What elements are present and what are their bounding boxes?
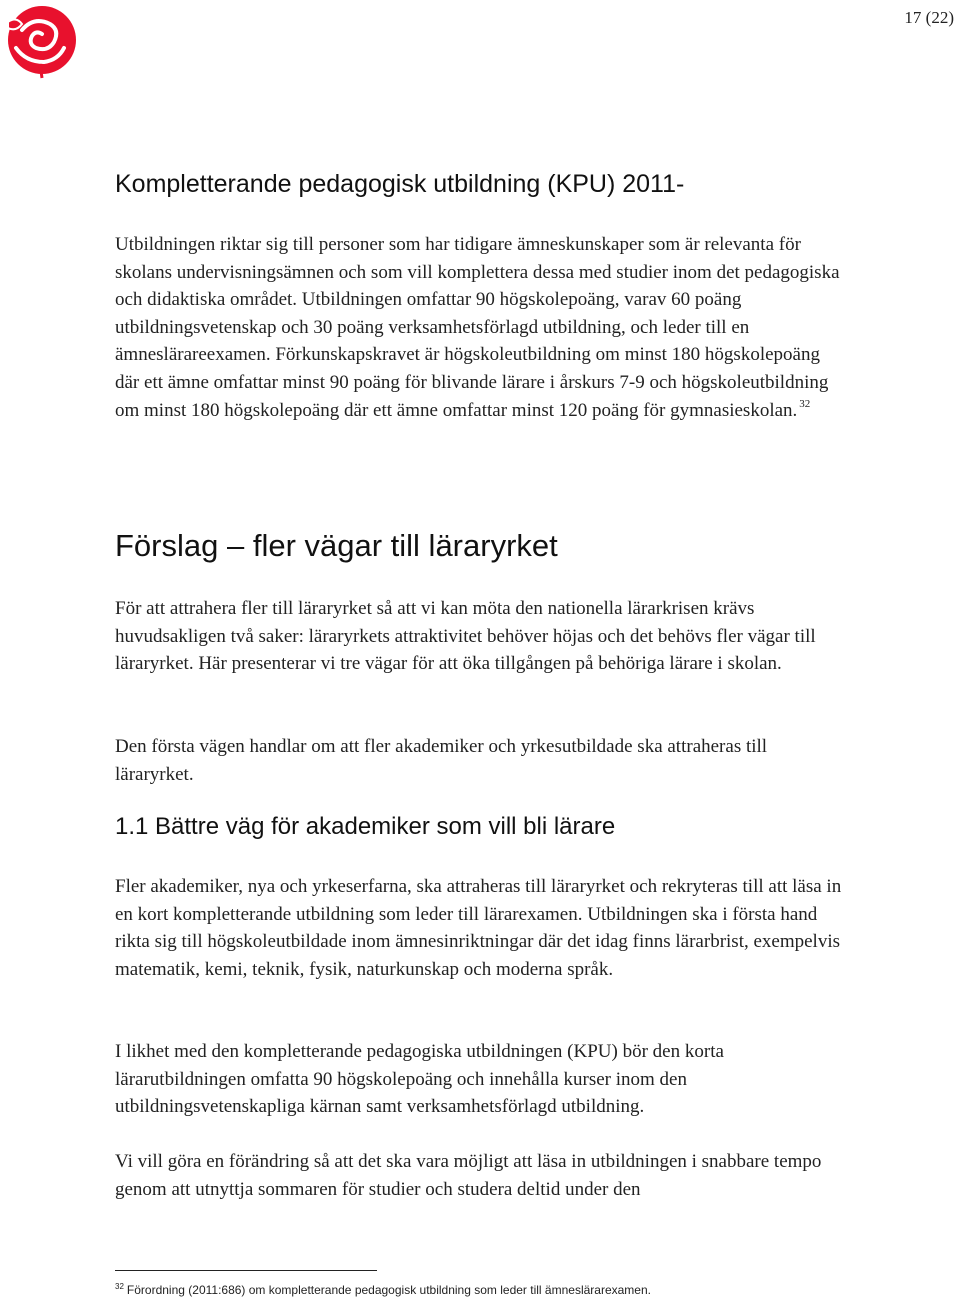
- rose-logo-icon: [2, 2, 78, 80]
- footnote-text: Förordning (2011:686) om kompletterande pedagogisk utbildning som leder till ämneslärarexamen.: [126, 1283, 651, 1297]
- subsection-heading: 1.1 Bättre väg för akademiker som vill bli lärare: [115, 813, 616, 840]
- footnote-reference: 32: [799, 397, 811, 410]
- footnote-divider: [115, 1270, 377, 1271]
- subsection-paragraph-2: I likhet med den kompletterande pedagogiska utbildningen (KPU) bör den korta lärarutbildningen omfatta 90 högskolepoäng och innehålla kurser inom den utbildningsvetenskapliga kärnan samt verksamhetsförlagd utbildning.: [115, 1041, 724, 1118]
- proposal-paragraph-1: För att attrahera fler till läraryrket så att vi kan möta den nationella lärarkrisen krävs huvudsakligen två saker: läraryrkets attraktivitet behöver höjas och det behövs fler vägar till läraryrket. Här presenterar vi tre vägar för att öka tillgången på behöriga lärare i skolan.: [115, 598, 816, 675]
- proposal-heading: Förslag – fler vägar till läraryrket: [115, 528, 558, 563]
- footnote-number: 32: [115, 1282, 124, 1291]
- subsection-paragraph-3: Vi vill göra en förändring så att det ska vara möjligt att läsa in utbildningen i snabbare tempo genom att utnyttja sommaren för studier och studera deltid under den: [115, 1151, 822, 1200]
- kpu-heading: Kompletterande pedagogisk utbildning (KPU) 2011-: [115, 170, 685, 198]
- kpu-paragraph-text: Utbildningen riktar sig till personer som har tidigare ämneskunskaper som är relevanta för skolans undervisningsämnen och som vill komplettera dessa med studier inom det pedagogiska och didaktiska området. Utbildningen omfattar 90 högskolepoäng, varav 60 poäng utbildningsvetenskap och 30 poäng verksamhetsförlagd utbildning, och leder till en ämneslärareexamen. Förkunskapskravet är högskoleutbildning om minst 180 högskolepoäng där ett ämne omfattar minst 90 poäng för blivande lärare i årskurs 7-9 och högskoleutbildning om minst 180 högskolepoäng där ett ämne omfattar minst 120 poäng för gymnasieskolan.: [115, 234, 840, 421]
- page-number: 17 (22): [904, 8, 954, 27]
- proposal-paragraph-2: Den första vägen handlar om att fler akademiker och yrkesutbildade ska attraheras till läraryrket.: [115, 736, 768, 785]
- footnote: [115, 1283, 651, 1297]
- kpu-paragraph: [115, 231, 845, 424]
- subsection-paragraph-1: Fler akademiker, nya och yrkeserfarna, ska attraheras till läraryrket och rekryteras till att läsa in en kort kompletterande utbildning som leder till lärarexamen. Utbildningen ska i första hand rikta sig till högskoleutbildade inom ämnesinriktningar där det idag finns lärarbrist, exempelvis matematik, kemi, teknik, fysik, naturkunskap och moderna språk.: [115, 876, 842, 980]
